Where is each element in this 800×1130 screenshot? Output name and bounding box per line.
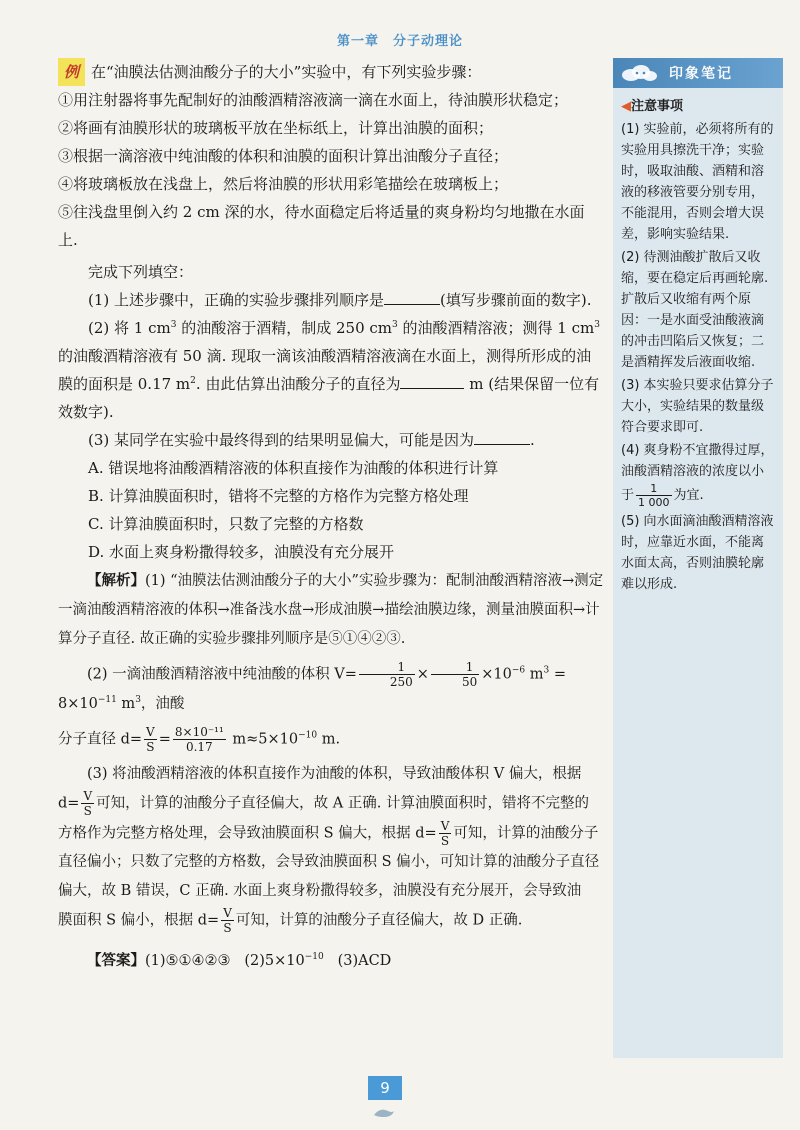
- frac-den: S: [146, 739, 155, 754]
- example-badge: 例: [58, 58, 85, 86]
- answer-1: (1)⑤①④②③: [145, 952, 231, 969]
- note-4-text-b: 为宜.: [673, 488, 704, 503]
- p3-text-c: m.: [317, 731, 341, 747]
- q2-sup-b: 3: [392, 320, 398, 330]
- frac-num: 1: [636, 482, 672, 496]
- fraction-v-s: [81, 789, 94, 818]
- q2-text-c: 的油酸酒精溶液；测得 1 cm: [397, 319, 595, 337]
- sidebar-title: 印象笔记: [669, 66, 733, 82]
- p2-text-c: m: [525, 666, 544, 683]
- question-3: [58, 426, 604, 454]
- answer-2: (2)5×10: [244, 952, 305, 969]
- option-d: D. 水面上爽身粉撒得较多，油膜没有充分展开: [88, 543, 395, 561]
- q2-text-e: . 由此估算出油酸分子的直径为: [195, 375, 401, 393]
- p2-exp-2: −11: [97, 694, 117, 705]
- frac-num: V: [223, 906, 232, 920]
- analysis-p1: [58, 566, 604, 654]
- analysis-p6: [58, 819, 604, 849]
- analysis-label: 【解析】: [87, 572, 145, 589]
- note-1: (1) 实验前，必须将所有的实验用具擦洗干净；实验时，吸取油酸、酒精和溶液的移液管要分别专用，不能混用，否则会增大误差，影响实验结果.: [621, 122, 774, 242]
- frac-den: S: [440, 833, 450, 848]
- q2-sup-c: 3: [594, 320, 600, 330]
- triangle-icon: ◀: [621, 99, 631, 114]
- fraction-v-s: [439, 819, 452, 848]
- example-intro-text: 在“油膜法估测油酸分子的大小”实验中，有下列实验步骤：: [91, 63, 482, 81]
- frac-num: 8×10⁻¹¹: [174, 724, 224, 739]
- frac-num: V: [83, 789, 93, 803]
- note-4: [621, 440, 775, 509]
- frac-den: 1 000: [638, 496, 670, 509]
- p6-text-a: 方格作为完整方格处理，会导致油膜面积 S 偏大，根据 d=: [58, 825, 437, 841]
- notes-sidebar: [613, 58, 783, 1058]
- option-b: B. 计算油膜面积时，错将不完整的方格作为完整方格处理: [88, 487, 469, 505]
- main-content: [58, 58, 604, 976]
- answer-2-exp: −10: [304, 951, 324, 962]
- step-5: ⑤往浅盘里倒入约 2 cm 深的水，待水面稳定后将适量的爽身粉均匀地撒在水面上.: [58, 203, 585, 249]
- q3-text: (3) 某同学在实验中最终得到的结果明显偏大，可能是因为: [88, 431, 475, 449]
- p5-text-a: d=: [58, 795, 80, 812]
- q2-blank[interactable]: [400, 372, 464, 389]
- analysis-section: [58, 566, 604, 976]
- p2-text-a: (2) 一滴油酸酒精溶液中纯油酸的体积 V=: [87, 666, 357, 683]
- frac-den: 0.17: [185, 739, 213, 754]
- frac-den: 250: [389, 675, 413, 689]
- analysis-p2: [58, 660, 604, 719]
- p2-text-e: m: [116, 695, 136, 712]
- q2-text-b: 的油酸溶于酒精，制成 250 cm: [176, 319, 393, 337]
- q2-sup-d: 2: [190, 376, 196, 386]
- q2-sup-a: 3: [170, 320, 177, 330]
- frac-den: 50: [461, 675, 478, 689]
- step-3: ③根据一滴溶液中纯油酸的体积和油膜的面积计算出油酸分子直径；: [58, 147, 509, 165]
- step-2: ②将画有油膜形状的玻璃板平放在坐标纸上，计算出油膜的面积；: [58, 119, 494, 137]
- chapter-header: 第一章 分子动理论: [336, 34, 463, 49]
- answer-label: 【答案】: [87, 951, 145, 969]
- option-c: C. 计算油膜面积时，只数了完整的方格数: [88, 515, 364, 533]
- cloud-icon: [617, 62, 661, 84]
- frac-num: 1: [359, 660, 415, 675]
- fraction-1-1000: [636, 482, 672, 509]
- analysis-p3: [58, 725, 604, 755]
- fraction-1-250: [359, 660, 415, 689]
- p3-text-b: m≈5×10: [227, 731, 299, 747]
- q1-text: (1) 上述步骤中，正确的实验步骤排列顺序是: [88, 291, 385, 309]
- q3-text-end: .: [530, 431, 535, 449]
- notes-section-label: 注意事项: [631, 99, 684, 114]
- p2-text-b: ×10: [481, 666, 512, 683]
- frac-den: S: [223, 921, 232, 935]
- frac-num: V: [146, 724, 155, 739]
- analysis-p4: (3) 将油酸酒精溶液的体积直接作为油酸的体积，导致油酸体积 V 偏大，根据: [87, 766, 582, 782]
- p5-text-b: 可知，计算的油酸分子直径偏大，故 A 正确. 计算油膜面积时，错将不完整的: [96, 795, 590, 812]
- fraction-v-s: [144, 725, 157, 754]
- note-4-text-a: (4) 爽身粉不宜撒得过厚，油酸酒精溶液的浓度以小于: [621, 443, 774, 503]
- notes-section-title: [621, 96, 775, 117]
- answer-line: [58, 946, 604, 976]
- q3-blank[interactable]: [474, 428, 530, 445]
- p2-exp-1: −6: [511, 665, 526, 676]
- step-1: ①用注射器将事先配制好的油酸酒精溶液滴一滴在水面上，待油膜形状稳定；: [58, 91, 569, 109]
- p3-exp: −10: [298, 730, 318, 741]
- p2-sup-m3-a: 3: [543, 665, 550, 676]
- q2-text-d: 的油酸酒精溶液有 50 滴. 现取一滴该油酸酒精溶液滴在水面上，测得所形成的油膜的面积是 0.17 m: [58, 347, 592, 393]
- fraction-1-50: [431, 660, 479, 689]
- analysis-p8: [58, 906, 604, 936]
- note-5: (5) 向水面滴油酸酒精溶液时，应靠近水面，不能离水面太高，否则油膜轮廓难以形成.: [621, 514, 774, 592]
- p8-text-a: 膜面积 S 偏小，根据 d=: [58, 912, 220, 929]
- fill-prompt: 完成下列填空：: [88, 263, 194, 281]
- q1-blank[interactable]: [384, 288, 440, 305]
- analysis-p7: 直径偏小；只数了完整的方格数，会导致油膜面积 S 偏小，可知计算的油酸分子直径偏大，故 B 错误，C 正确. 水面上爽身粉撒得较多，油膜没有充分展开，会导致油: [58, 854, 600, 899]
- times-sign: ×: [416, 666, 429, 683]
- q1-text-end: (填写步骤前面的数字).: [440, 291, 592, 309]
- p2-text-d: = 8×10: [58, 666, 566, 712]
- analysis-p5: [58, 789, 604, 819]
- answer-3: (3)ACD: [337, 952, 392, 969]
- q2-text-f: m (结果保留一位有效数字).: [58, 375, 600, 421]
- p8-text-b: 可知，计算的油酸分子直径偏大，故 D 正确.: [235, 912, 523, 929]
- q2-text-a: (2) 将 1 cm: [88, 319, 171, 337]
- example-intro: [58, 58, 604, 86]
- frac-num: V: [440, 818, 450, 833]
- question-1: [58, 286, 604, 314]
- option-a: A. 错误地将油酸酒精溶液的体积直接作为油酸的体积进行计算: [88, 459, 499, 477]
- p2-sup-m3-b: 3: [135, 694, 141, 705]
- fraction-v-s: [221, 906, 234, 935]
- sidebar-header: [613, 58, 783, 88]
- note-3: (3) 本实验只要求估算分子大小，实验结果的数量级符合要求即可.: [621, 378, 774, 435]
- question-2: [58, 314, 604, 426]
- equals-sign: =: [158, 731, 171, 747]
- sidebar-body: [613, 88, 783, 595]
- frac-den: S: [83, 804, 92, 818]
- page-number: 9: [368, 1076, 402, 1100]
- p3-text-a: 分子直径 d=: [58, 731, 143, 747]
- step-4: ④将玻璃板放在浅盘上，然后将油膜的形状用彩笔描绘在玻璃板上；: [58, 175, 509, 193]
- fraction-value: [173, 725, 226, 754]
- p6-text-b: 可知，计算的油酸分子: [453, 825, 599, 841]
- frac-num: 1: [431, 660, 479, 675]
- analysis-p1-text: (1) “油膜法估测油酸分子的大小”实验步骤为：配制油酸酒精溶液→测定一滴油酸酒精溶液的体积→准备浅水盘→形成油膜→描绘油膜边缘，测量油膜面积→计算分子直径. 故正确的实验步骤排列顺序是⑤①④②③.: [58, 573, 604, 647]
- leaf-icon: [372, 1104, 396, 1123]
- p2-text-f: ，油酸: [140, 695, 185, 712]
- note-2: (2) 待测油酸扩散后又收缩，要在稳定后再画轮廓. 扩散后又收缩有两个原因：一是水面受油酸液滴的冲击凹陷后又恢复；二是酒精挥发后液面收缩.: [621, 250, 769, 370]
